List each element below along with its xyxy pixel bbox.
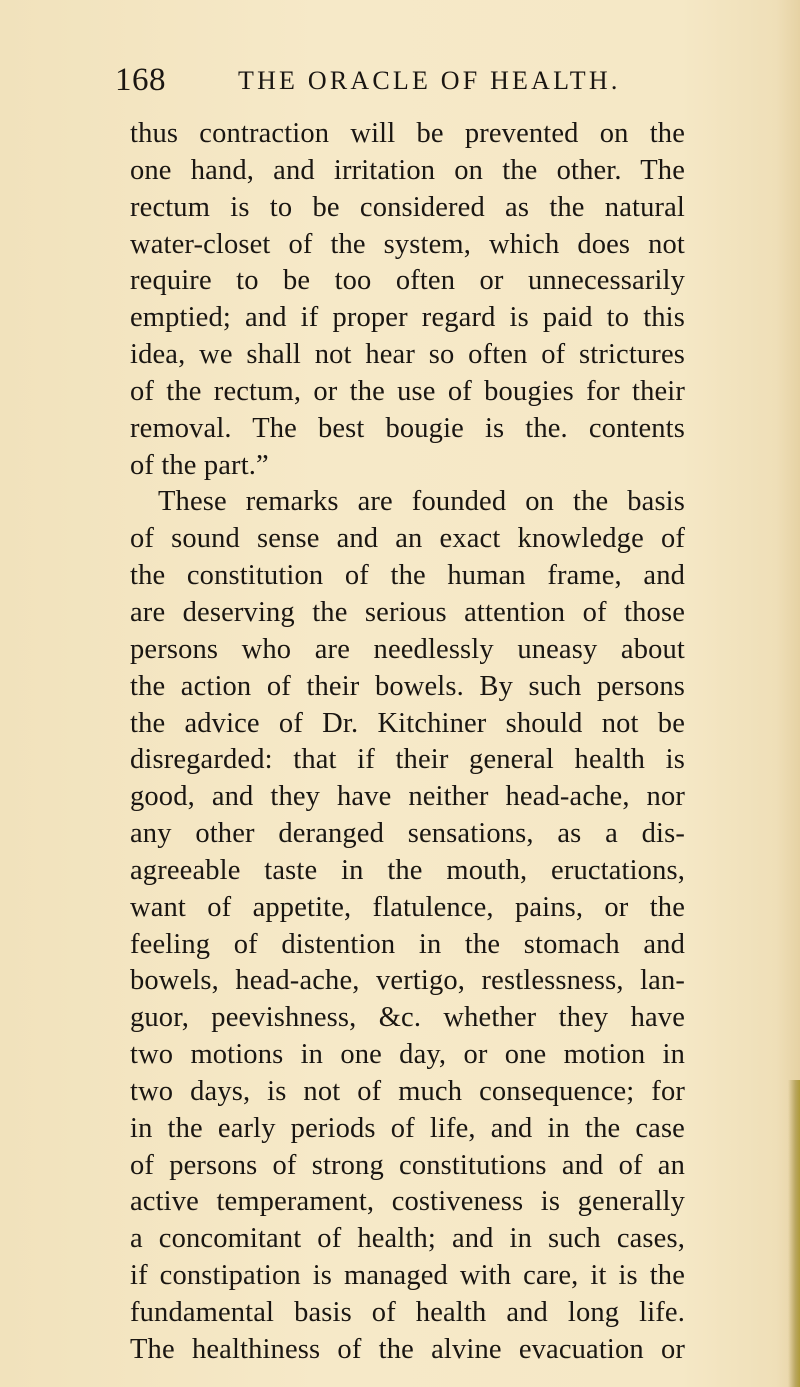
text-line: of persons of strong constitutions and of an bbox=[130, 1149, 685, 1181]
text-line: are deserving the serious attention of those bbox=[130, 596, 685, 628]
text-line: thus contraction will be prevented on the bbox=[130, 118, 685, 149]
text-line: a concomitant of health; and in such cases, bbox=[130, 1223, 685, 1255]
text-line: the constitution of the human frame, and bbox=[130, 560, 685, 592]
text-line: disregarded: that if their general health is bbox=[130, 744, 685, 776]
text-line: want of appetite, flatulence, pains, or the bbox=[130, 891, 685, 923]
text-line: agreeable taste in the mouth, eructations, bbox=[130, 854, 685, 886]
text-line: one hand, and irritation on the other. The bbox=[130, 154, 685, 186]
text-line: if constipation is managed with care, it is the bbox=[130, 1260, 685, 1292]
text-line: emptied; and if proper regard is paid to this bbox=[130, 302, 685, 334]
text-line: of sound sense and an exact knowledge of bbox=[130, 523, 685, 555]
body-text bbox=[130, 116, 685, 1369]
paragraph-start-line: These remarks are founded on the basis bbox=[158, 486, 685, 518]
text-line: the advice of Dr. Kitchiner should not be bbox=[130, 707, 685, 739]
page-header bbox=[115, 60, 715, 100]
text-line: the action of their bowels. By such persons bbox=[130, 670, 685, 702]
text-line: active temperament, costiveness is generally bbox=[130, 1186, 685, 1218]
text-line: persons who are needlessly uneasy about bbox=[130, 633, 685, 665]
text-line: of the rectum, or the use of bougies for their bbox=[130, 375, 685, 407]
text-line: guor, peevishness, &c. whether they have bbox=[130, 1002, 685, 1034]
page-number: 168 bbox=[115, 62, 166, 98]
text-line: The healthiness of the alvine evacuation or bbox=[130, 1333, 685, 1365]
text-line: feeling of distention in the stomach and bbox=[130, 928, 685, 960]
text-line: fundamental basis of health and long life. bbox=[130, 1297, 685, 1328]
running-title: THE ORACLE OF HEALTH. bbox=[238, 66, 621, 95]
text-line: removal. The best bougie is the. contents bbox=[130, 412, 685, 444]
text-line: good, and they have neither head-ache, nor bbox=[130, 781, 685, 813]
text-line: bowels, head-ache, vertigo, restlessness, lan- bbox=[130, 965, 685, 997]
text-line: require to be too often or unnecessarily bbox=[130, 265, 685, 297]
text-line: of the part.” bbox=[130, 449, 269, 481]
text-line: two days, is not of much consequence; for bbox=[130, 1075, 685, 1107]
page-edge-stain bbox=[788, 1080, 800, 1387]
text-line: rectum is to be considered as the natural bbox=[130, 191, 685, 223]
text-line: water-closet of the system, which does not bbox=[130, 228, 685, 260]
text-line: any other deranged sensations, as a dis- bbox=[130, 818, 685, 850]
text-line: in the early periods of life, and in the case bbox=[130, 1112, 685, 1144]
text-line: idea, we shall not hear so often of strictures bbox=[130, 339, 685, 371]
text-line: two motions in one day, or one motion in bbox=[130, 1039, 685, 1071]
